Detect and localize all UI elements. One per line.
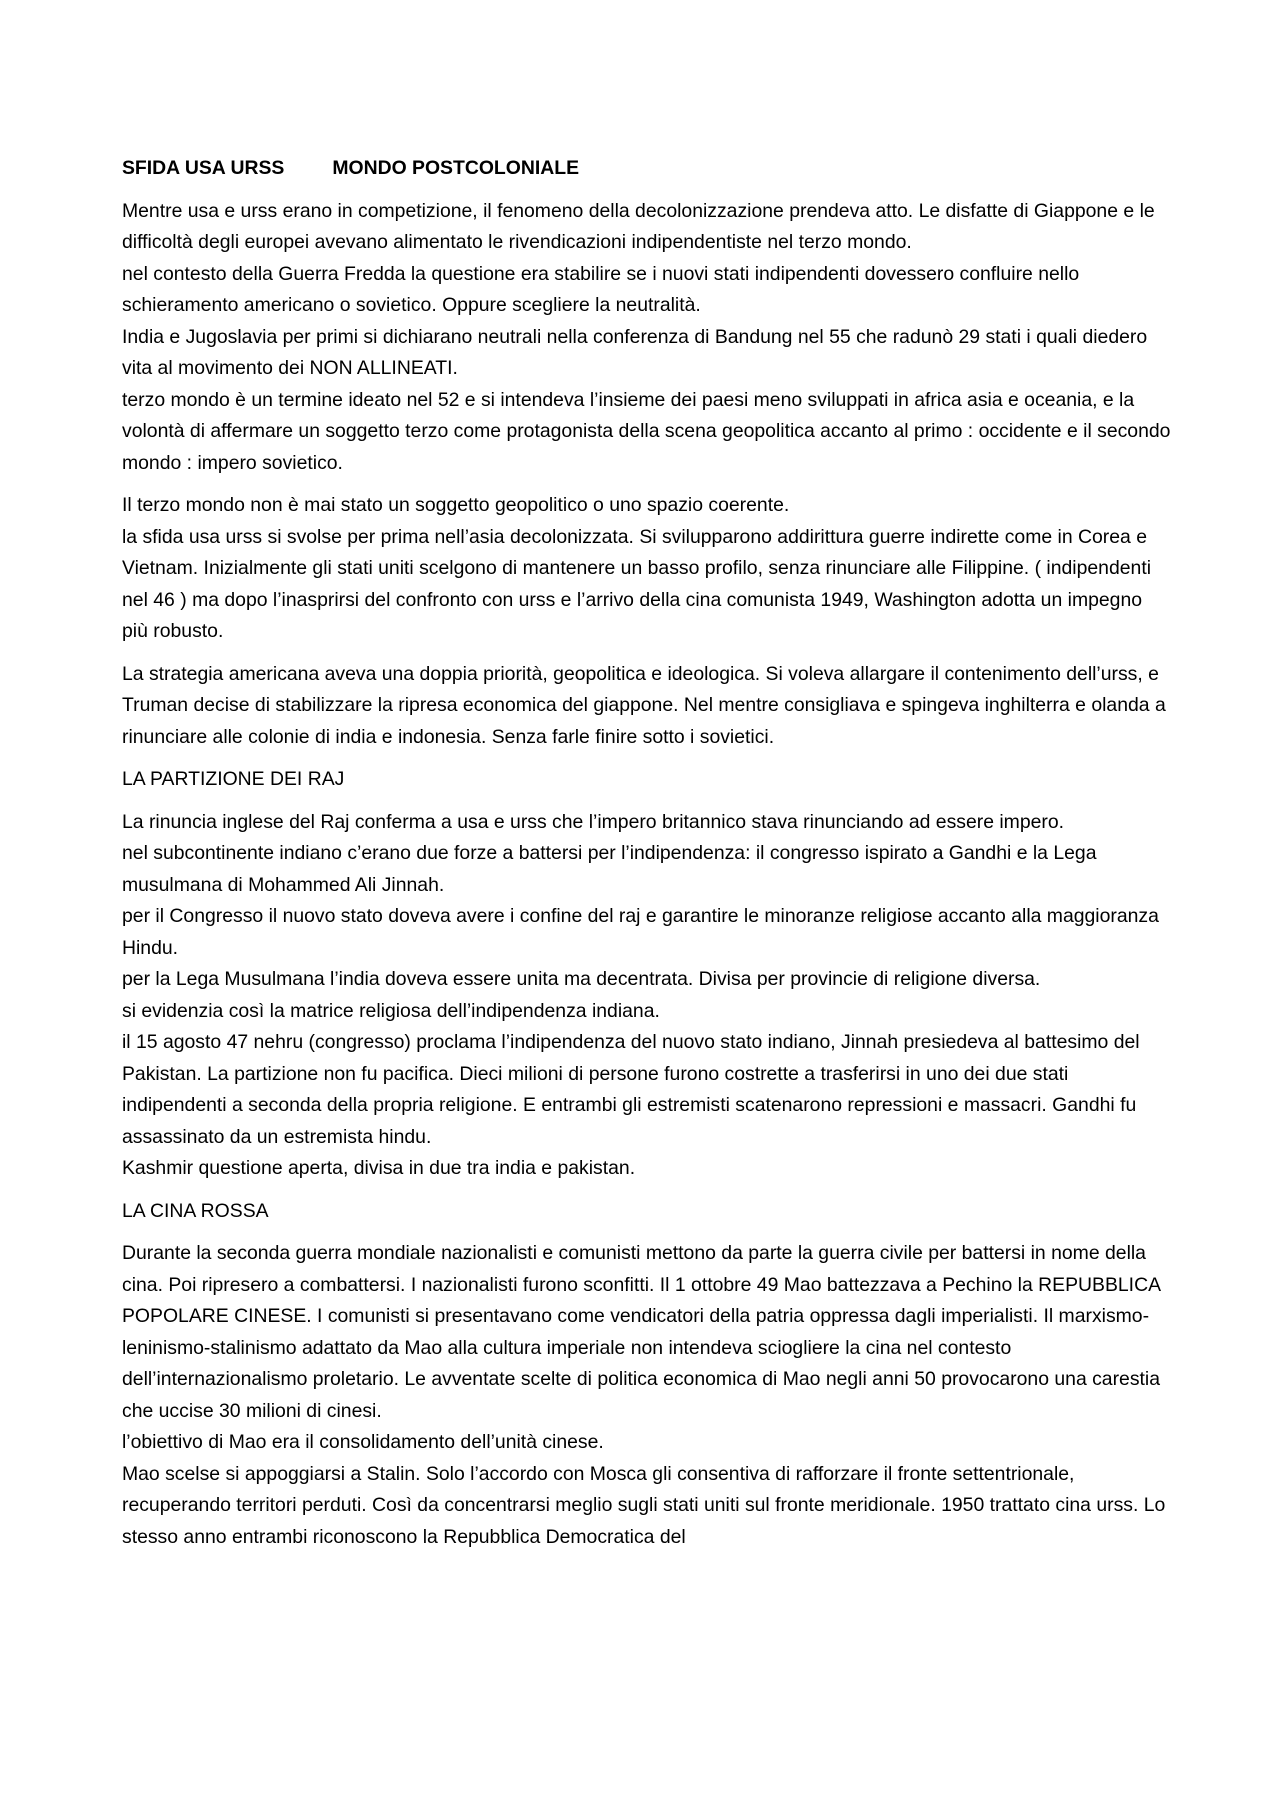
text-line: l’obiettivo di Mao era il consolidamento dell’unità cinese. [122,1431,604,1453]
text-line: La strategia americana aveva una doppia priorità, geopolitica e ideologica. Si voleva allargare il contenimento dell’urss, e Truman decise di stabilizzare la ripresa economica del giappone. Nel mentre consigliava e spingeva inghilterra e olanda a rinunciare alle colonie di india e indonesia. Senza farle finire sotto i sovietici. [122,662,1166,748]
document-title [122,153,1172,185]
section-heading-cina: LA CINA ROSSA [122,1199,269,1222]
text-line: La rinuncia inglese del Raj conferma a usa e urss che l’impero britannico stava rinunciando ad essere impero. [122,810,1065,833]
text-line: terzo mondo è un termine ideato nel 52 e si intendeva l’insieme dei paesi meno sviluppati in africa asia e oceania, e la volontà di affermare un soggetto terzo come protagonista della scena geopolitica accanto al primo : occidente e il secondo mondo : impero sovietico. [122,388,1171,474]
paragraph-terzo-mondo [122,490,1172,648]
text-line: nel contesto della Guerra Fredda la questione era stabilire se i nuovi stati indipendenti dovessero confluire nello schieramento americano o sovietico. Oppure scegliere la neutralità. [122,262,1080,316]
text-line: nel subcontinente indiano c’erano due forze a battersi per l’indipendenza: il congresso ispirato a Gandhi e la Lega musulmana di Mohammed Ali Jinnah. [122,842,1097,896]
text-line: il 15 agosto 47 nehru (congresso) proclama l’indipendenza del nuovo stato indiano, Jinnah presiedeva al battesimo del Pakistan. La partizione non fu pacifica. Dieci milioni di persone furono costrette a trasferirsi in uno dei due stati indipendenti a seconda della propria religione. E entrambi gli estremisti scatenarono repressioni e massacri. Gandhi fu assassinato da un estremista hindu. [122,1031,1140,1148]
text-line: per il Congresso il nuovo stato doveva avere i confine del raj e garantire le minoranze religiose accanto alla maggioranza Hindu. [122,905,1159,959]
title-right: MONDO POSTCOLONIALE [332,157,580,179]
title-left: SFIDA USA URSS [122,157,285,179]
section-heading-raj: LA PARTIZIONE DEI RAJ [122,768,345,790]
text-line: India e Jugoslavia per primi si dichiarano neutrali nella conferenza di Bandung nel 55 che radunò 29 stati i quali diedero vita al movimento dei NON ALLINEATI. [122,325,1148,379]
paragraph-strategia-americana [122,659,1172,754]
paragraph-decolonizzazione [122,196,1172,480]
text-line: si evidenzia così la matrice religiosa dell’indipendenza indiana. [122,999,660,1022]
text-line: Durante la seconda guerra mondiale nazionalisti e comunisti mettono da parte la guerra civile per battersi in nome della cina. Poi ripresero a combattersi. I nazionalisti furono sconfitti. Il 1 ottobre 49 Mao battezzava a Pechino la REPUBBLICA POPOLARE CINESE. I comunisti si presentavano come vendicatori della patria oppressa dagli imperialisti. Il marxismo-leninismo-stalinismo adattato da Mao alla cultura imperiale non intendeva sciogliere la cina nel contesto dell’internazionalismo proletario. Le avventate scelte di politica economica di Mao negli anni 50 provocarono una carestia che uccise 30 milioni di cinesi. [122,1242,1161,1422]
text-line: la sfida usa urss si svolse per prima nell’asia decolonizzata. Si svilupparono addirittura guerre indirette come in Corea e Vietnam. Inizialmente gli stati uniti scelgono di mantenere un basso profilo, senza rinunciare alle Filippine. ( indipendenti nel 46 ) ma dopo l’inasprirsi del confronto con urss e l’arrivo della cina comunista 1949, Washington adotta un impegno più robusto. [122,525,1152,642]
paragraph-cina-rossa [122,1238,1172,1553]
text-line: Mao scelse si appoggiarsi a Stalin. Solo l’accordo con Mosca gli consentiva di rafforzare il fronte settentrionale, recuperando territori perduti. Così da concentrarsi meglio sugli stati uniti sul fronte meridionale. 1950 trattato cina urss. Lo stesso anno entrambi riconoscono la Repubblica Democratica del [122,1462,1166,1548]
text-line: Mentre usa e urss erano in competizione, il fenomeno della decolonizzazione prendeva atto. Le disfatte di Giappone e le difficoltà degli europei avevano alimentato le rivendicazioni indipendentiste nel terzo mondo. [122,199,1155,253]
text-line: Il terzo mondo non è mai stato un soggetto geopolitico o uno spazio coerente. [122,494,790,516]
text-line: per la Lega Musulmana l’india doveva essere unita ma decentrata. Divisa per provincie di religione diversa. [122,968,1041,990]
text-line: Kashmir questione aperta, divisa in due tra india e pakistan. [122,1157,636,1179]
paragraph-partizione-raj [122,807,1172,1185]
document-body [122,153,1172,1564]
